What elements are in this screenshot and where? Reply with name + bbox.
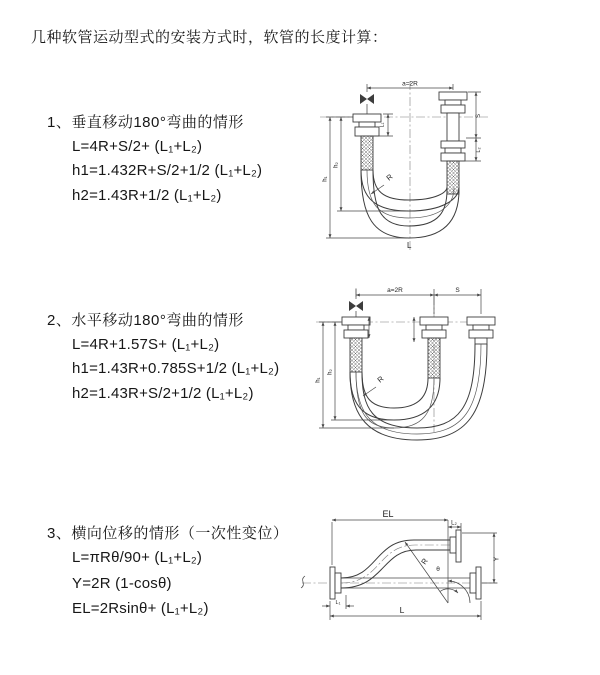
diagram-horizontal-180-bend bbox=[310, 280, 590, 460]
right-pipe-fitting bbox=[467, 317, 495, 344]
radius-label: R bbox=[419, 556, 430, 567]
dim-label-y: Y bbox=[493, 556, 501, 562]
section-2-formula-L: L=4R+1.57S+ (L₁+L₂) bbox=[72, 336, 220, 353]
left-pipe-fitting bbox=[353, 114, 381, 170]
section-2-formula-h2: h2=1.43R+S/2+1/2 (L₁+L₂) bbox=[72, 385, 254, 402]
diagram-lateral-displacement bbox=[298, 505, 590, 650]
dim-label-h2: h₂ bbox=[333, 162, 340, 168]
dim-label-l1: L₁ bbox=[335, 600, 341, 606]
hose-curves bbox=[350, 344, 487, 440]
left-flange-fitting bbox=[330, 567, 341, 599]
section-3-formula-L: L=πRθ/90+ (L₁+L₂) bbox=[72, 549, 203, 566]
section-3-heading: 3、横向位移的情形（一次性变位） bbox=[47, 525, 289, 542]
section-1-formula-L: L=4R+S/2+ (L₁+L₂) bbox=[72, 138, 203, 155]
section-1-formula-h2: h2=1.43R+1/2 (L₁+L₂) bbox=[72, 187, 222, 204]
dimensions bbox=[322, 509, 501, 620]
middle-pipe-fitting bbox=[420, 317, 448, 378]
dim-label-a2r: a=2R bbox=[387, 287, 403, 294]
dim-label-h2: h₂ bbox=[327, 369, 334, 375]
dim-label-l1: L₁ bbox=[379, 122, 386, 128]
right-pipe-fitting bbox=[439, 92, 467, 194]
pipe-break-icon bbox=[301, 576, 305, 588]
valve-icon bbox=[360, 94, 374, 114]
length-label: L bbox=[399, 605, 405, 615]
centerlines bbox=[316, 288, 492, 432]
section-3-formula-Y: Y=2R (1-cosθ) bbox=[72, 575, 172, 592]
dim-label-s: S bbox=[476, 113, 482, 119]
radius-label: R bbox=[384, 172, 395, 183]
dim-label-l2: L₂ bbox=[476, 147, 482, 153]
dimensions bbox=[316, 287, 482, 428]
page-title: 几种软管运动型式的安装方式时，软管的长度计算： bbox=[31, 29, 388, 46]
diagram-vertical-180-bend bbox=[310, 75, 590, 255]
section-2-heading: 2、水平移动180°弯曲的情形 bbox=[47, 312, 244, 329]
length-label: L bbox=[407, 241, 412, 250]
hose-s-curve-displaced bbox=[341, 530, 461, 588]
valve-icon bbox=[349, 301, 363, 317]
dim-label-h1: h₁ bbox=[315, 377, 322, 383]
dim-label-a2r: a=2R bbox=[402, 80, 418, 88]
dim-label-s: S bbox=[455, 287, 460, 294]
dim-label-l2: L₂ bbox=[451, 520, 457, 527]
section-3-formula-EL: EL=2Rsinθ+ (L₁+L₂) bbox=[72, 600, 209, 617]
dim-label-el: EL bbox=[382, 509, 394, 519]
section-1-heading: 1、垂直移动180°弯曲的情形 bbox=[47, 114, 244, 131]
angle-label: θ bbox=[436, 566, 440, 573]
dim-label-h1: h₁ bbox=[322, 176, 329, 182]
section-1-formula-h1: h1=1.432R+S/2+1/2 (L₁+L₂) bbox=[72, 162, 263, 179]
left-pipe-fitting bbox=[342, 317, 370, 372]
radius-label: R bbox=[375, 374, 386, 385]
section-2-formula-h1: h1=1.43R+0.785S+1/2 (L₁+L₂) bbox=[72, 360, 280, 377]
